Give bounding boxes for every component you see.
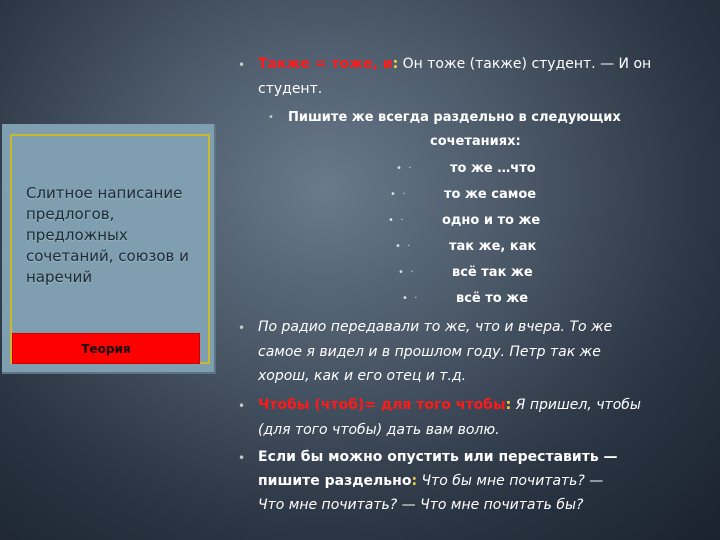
item-example-line3: хорош, как и его отец и т.д. [258,368,467,384]
bullet-icon: • [238,451,246,465]
combo-item: то же …что [450,161,536,176]
item-chtoby-line1 [258,393,641,417]
item-tozhe-colon: : [392,56,399,72]
bullet-icon: • [238,321,246,335]
bullet-icon: • · [395,241,411,252]
item-rule-line2: сочетаниях: [430,134,521,149]
sidebar-title: Слитное написание предлогов, предложных сочетаний, союзов и наречий [26,184,189,286]
bullet-icon: • · [396,163,412,174]
item-chto-by-example1: Что бы мне почитать? — [417,473,604,489]
item-chto-by-rule: пишите раздельно [258,473,412,489]
bullet-icon: • [238,58,246,72]
bullet-icon: • [238,399,246,413]
item-chto-by-line1: Если бы можно опустить или переставить — [258,449,618,465]
bullet-icon: • · [388,215,404,226]
item-rule-line1: Пишите же всегда раздельно в следующих [288,110,621,125]
item-chtoby-colon: : [505,397,512,413]
combo-item: то же самое [444,187,537,202]
bullet-icon: • [268,112,274,123]
combo-item: так же, как [449,239,537,254]
item-chto-by-line3: Что мне почитать? — Что мне почитать бы? [258,497,584,513]
item-chtoby-line2: (для того чтобы) дать вам волю. [258,422,500,438]
item-tozhe-line1 [258,52,651,76]
item-example-line1: По радио передавали то же, что и вчера. То же [258,319,613,335]
combo-item: одно и то же [442,213,541,228]
combo-item: всё то же [456,291,529,306]
theory-button[interactable]: Теория [12,333,200,364]
item-example-line2: самое я видел и в прошлом году. Петр так же [258,344,601,360]
item-tozhe-line2: студент. [258,81,323,97]
bullet-icon: • · [402,293,418,304]
item-chtoby-example: Я пришел, чтобы [511,397,641,413]
item-tozhe-rule: Также = тоже, и [258,56,393,72]
bullet-icon: • · [390,189,406,200]
item-chto-by-line2 [258,469,603,493]
item-tozhe-example: Он тоже (также) студент. — И он [398,56,652,72]
combo-item: всё так же [452,265,533,280]
bullet-icon: • · [398,267,414,278]
item-chtoby-rule: Чтобы (чтоб)= для того чтобы [258,397,506,413]
item-chto-by-colon: : [411,473,418,489]
